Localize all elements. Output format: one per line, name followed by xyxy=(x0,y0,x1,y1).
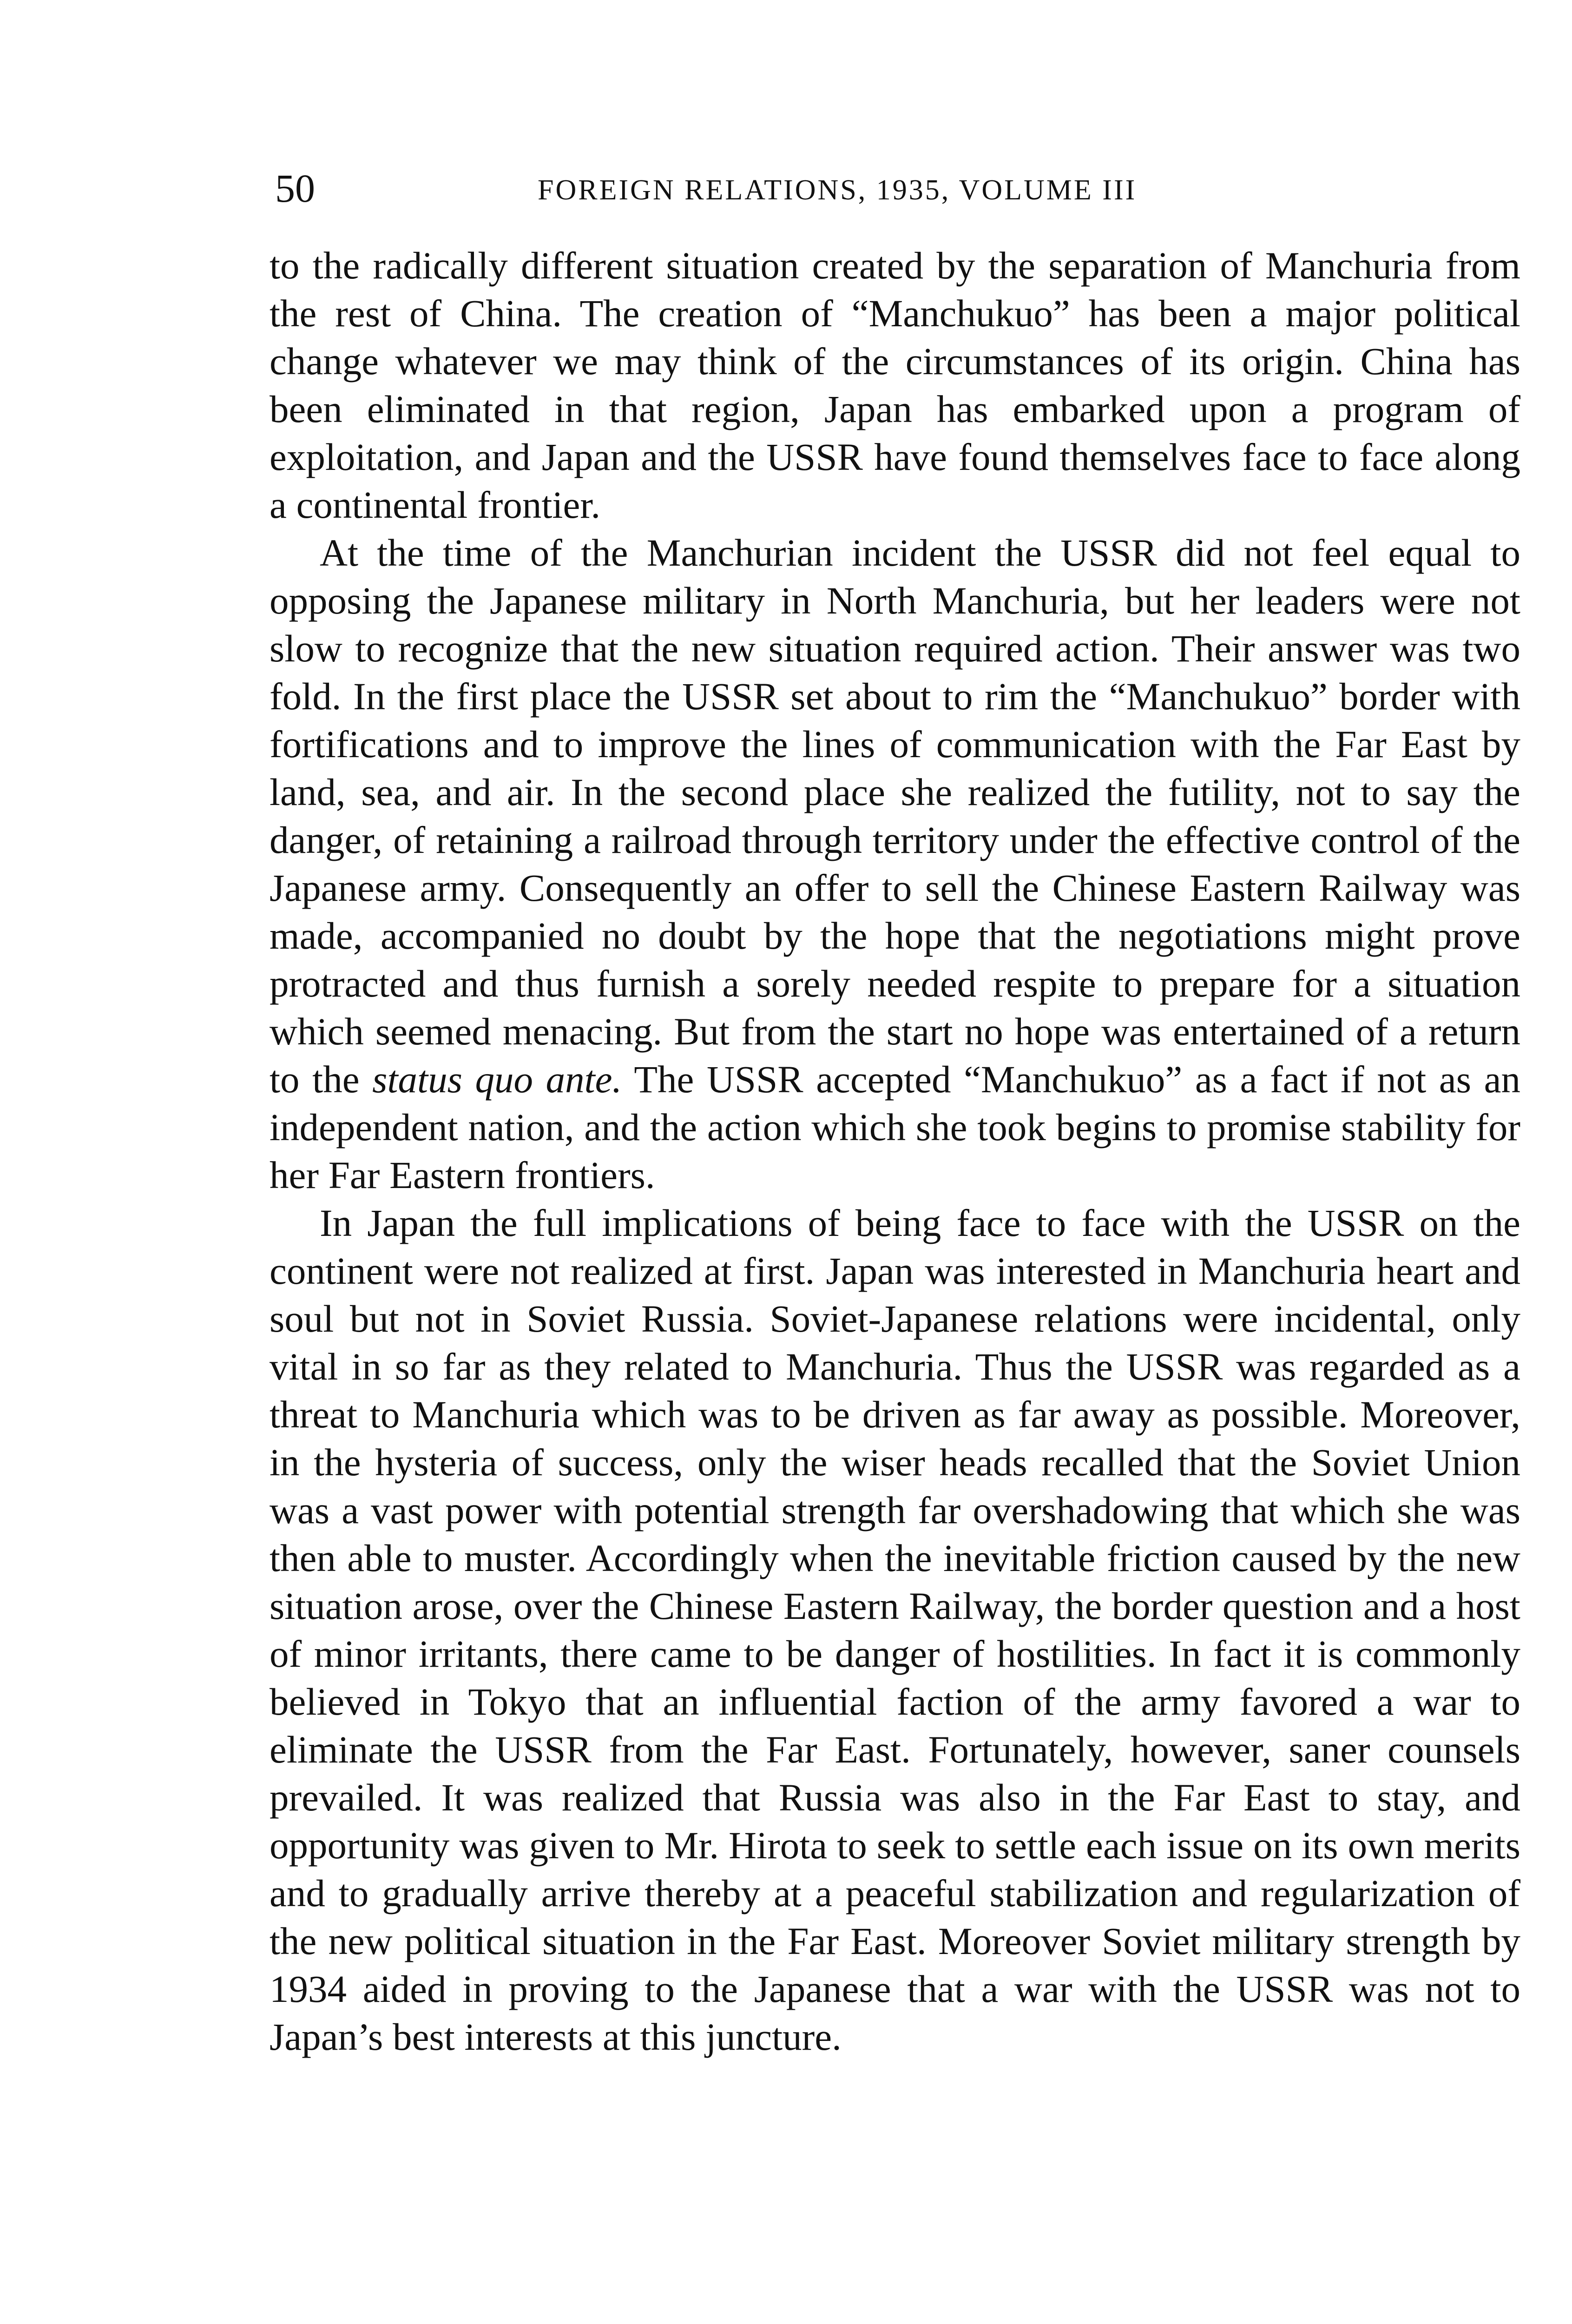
running-header xyxy=(275,167,1520,209)
paragraph-2-italic-phrase: status quo ante. xyxy=(372,1058,622,1101)
page-number: 50 xyxy=(275,166,315,211)
paragraph-2 xyxy=(270,529,1520,1199)
paragraph-2-text-continued: The USSR accepted “Manchukuo” as a fact if not as an independent nation, and the action which she took begins to promise stability for her Far Eastern frontiers. xyxy=(270,1058,1521,1196)
running-title: FOREIGN RELATIONS, 1935, VOLUME III xyxy=(538,174,1137,206)
paragraph-1: to the radically different situation created by the separation of Manchuria from the rest of China. The creation of “Manchukuo” has been a major political change whatever we may think of the circumstances of its origin. China has been eliminated in that region, Japan has embarked upon a program of exploitation, and Japan and the USSR have found themselves face to face along a continental frontier. xyxy=(270,244,1520,526)
paragraph-2-text: At the time of the Manchurian incident the USSR did not feel equal to opposing the Japanese military in North Manchuria, but her leaders were not slow to recognize that the new situation required action. Their answer was two fold. In the first place the USSR set about to rim the “Manchukuo” border with fortifications and to improve the lines of communication with the Far East by land, sea, and air. In the second place she realized the futility, not to say the danger, of retaining a railroad through territory under the effective control of the Japanese army. Consequently an offer to sell the Chinese Eastern Railway was made, accompanied no doubt by the hope that the negotiations might prove protracted and thus furnish a sorely needed respite to prepare for a situation which seemed menacing. But from the start no hope was entertained of a return to the xyxy=(270,531,1520,1101)
body-text xyxy=(270,242,1520,2061)
paragraph-3: In Japan the full implications of being face to face with the USSR on the continent were not realized at first. Japan was interested in Manchuria heart and soul but not in Soviet Russia. Soviet-Japanese relations were incidental, only vital in so far as they related to Manchuria. Thus the USSR was regarded as a threat to Manchuria which was to be driven as far away as possible. Moreover, in the hysteria of success, only the wiser heads recalled that the Soviet Union was a vast power with potential strength far overshadowing that which she was then able to muster. Accordingly when the inevitable friction caused by the new situation arose, over the Chinese Eastern Railway, the border question and a host of minor irritants, there came to be danger of hostilities. In fact it is commonly believed in Tokyo that an influential faction of the army favored a war to eliminate the USSR from the Far East. Fortunately, however, saner counsels prevailed. It was realized that Russia was also in the Far East to stay, and opportunity was given to Mr. Hirota to seek to settle each issue on its own merits and to gradually arrive thereby at a peaceful stabilization and regularization of the new political situation in the Far East. Moreover Soviet military strength by 1934 aided in proving to the Japanese that a war with the USSR was not to Japan’s best interests at this juncture. xyxy=(270,1202,1520,2058)
